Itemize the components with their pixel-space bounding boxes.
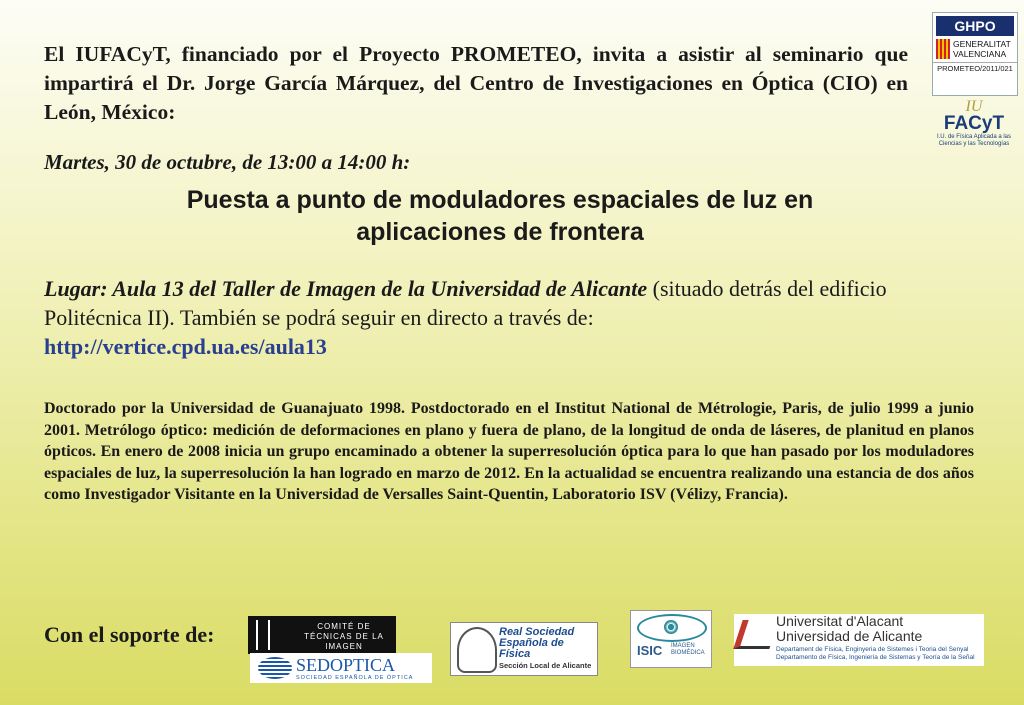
support-label: Con el soporte de: [44, 622, 215, 647]
sedoptica-name: SEDOPTICA [296, 655, 396, 675]
event-datetime: Martes, 30 de octubre, de 13:00 a 14:00 h: [44, 150, 411, 174]
universidad-alicante-logo [734, 614, 984, 666]
rsef-emblem-icon [457, 627, 497, 673]
isic-logo [630, 610, 712, 668]
comite-text: COMITÉ DE TÉCNICAS DE LA IMAGEN [304, 622, 384, 651]
seminar-title-line1: Puesta a punto de moduladores espaciales de luz en [186, 186, 814, 214]
ghpo-logo-text: GHPO [936, 16, 1014, 36]
isic-name: ISIC [637, 643, 663, 658]
iufacyt-logo [930, 100, 1018, 162]
intro-paragraph: El IUFACyT, financiado por el Proyecto PROMETEO, invita a asistir al seminario que impartirá el Dr. Jorge García Márquez, del Centro de Investigaciones en Óptica (CIO) en León, México: [44, 42, 908, 124]
seminar-title-line2: aplicaciones de frontera [356, 218, 644, 246]
speaker-bio: Doctorado por la Universidad de Guanajuato 1998. Postdoctorado en el Institut National de Métrologie, Paris, de julio 1999 a junio 2001. Metrólogo óptico: medición de deformaciones en plano y fuera de plano, de la longitud de onda de láseres, de planitud en planos ópticos. En enero de 2008 inicia un grupo encaminado a obtener la superresolución óptica para lo que han pasado por los moduladores espaciales de luz, la superresolución la han logrado en marzo de 2012. En la actualidad se encuentra realizando una estancia de dos años como Investigador Visitante en la Universidad de Versalles Saint-Quentin, Laboratorio ISV (Vélizy, Francia). [44, 400, 974, 503]
prometeo-code: PROMETEO/2011/021 [933, 62, 1017, 73]
location-details: (situado detrás del edificio Politécnica II). También se podrá seguir en directo a través de: [44, 276, 887, 330]
stream-link[interactable]: http://vertice.cpd.ua.es/aula13 [44, 334, 327, 359]
facyt-subtitle: I.U. de Física Aplicada a las Ciencias y las Tecnologías [936, 134, 1012, 147]
ua-department-2: Departamento de Física, Ingeniería de Sistemas y Teoría de la Señal [776, 654, 975, 661]
seminar-title [90, 184, 910, 248]
comite-bars-icon [256, 620, 284, 650]
ghpo-generalitat-logo [932, 12, 1018, 96]
facyt-iu-text: IU [965, 98, 983, 115]
rsef-name: Real Sociedad Española de Física [499, 626, 575, 660]
ua-name [776, 614, 922, 644]
generalitat-shield-icon [936, 39, 950, 59]
sedoptica-waves-icon [258, 657, 292, 679]
generalitat-text-2: VALENCIANA [953, 49, 1007, 59]
generalitat-text-1: GENERALITAT [953, 39, 1011, 49]
rsef-logo [450, 622, 598, 676]
sedoptica-logo [250, 653, 432, 683]
ua-name-spanish: Universidad de Alicante [776, 628, 923, 644]
rsef-section: Sección Local de Alicante [499, 661, 592, 670]
facyt-name: FACyT [943, 113, 1005, 134]
comite-tecnicas-imagen-logo [248, 616, 396, 654]
isic-eye-icon [637, 614, 707, 642]
isic-subtitle: IMAGEN BIOMÉDICA [671, 643, 705, 656]
sedoptica-subtitle: SOCIEDAD ESPAÑOLA DE ÓPTICA [296, 675, 414, 681]
event-location [44, 274, 974, 361]
location-label: Lugar: Aula 13 del Taller de Imagen de la Universidad de Alicante [44, 276, 648, 301]
ua-mark-icon [733, 620, 778, 649]
ua-name-valencian: Universitat d'Alacant [776, 613, 904, 629]
ua-departments [776, 646, 975, 662]
ua-department-1: Departament de Física, Enginyeria de Sistemes i Teoria del Senyal [776, 646, 969, 653]
